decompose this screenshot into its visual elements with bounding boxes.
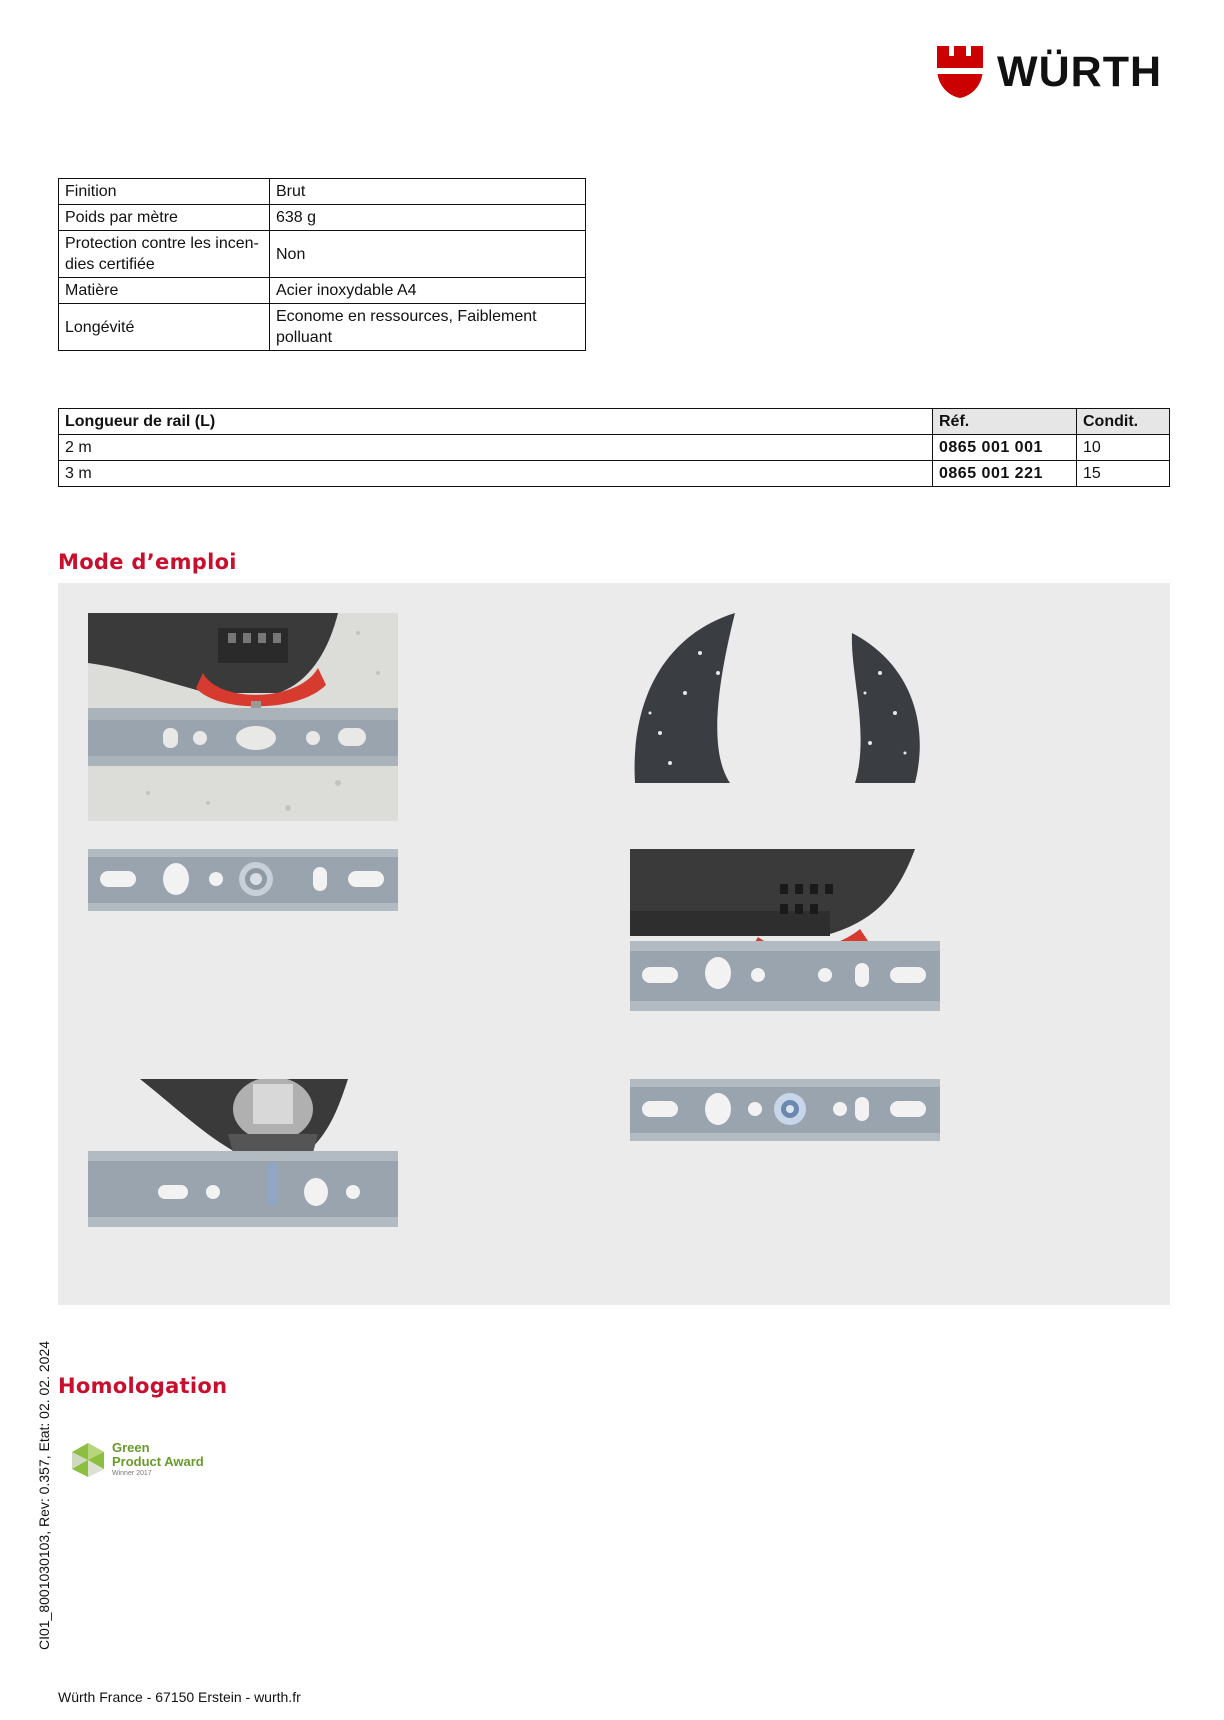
table-row xyxy=(59,278,586,304)
section-title-homologation: Homologation xyxy=(58,1374,228,1398)
variant-cond: 10 xyxy=(1077,435,1170,461)
table-row xyxy=(59,205,586,231)
variant-cond: 15 xyxy=(1077,461,1170,487)
variants-table xyxy=(58,408,1170,487)
award-line-3: Winner 2017 xyxy=(112,1470,152,1477)
table-row xyxy=(59,231,586,278)
footer-address: Würth France - 67150 Erstein - wurth.fr xyxy=(58,1689,301,1705)
variant-length: 3 m xyxy=(59,461,933,487)
spec-label: Protection contre les incen- dies certifiée xyxy=(59,231,270,278)
spec-label: Longévité xyxy=(59,304,270,351)
header-length: Longueur de rail (L) xyxy=(59,409,933,435)
award-hexagon-icon xyxy=(70,1442,106,1478)
drill-tightening-image xyxy=(630,849,940,1011)
wurth-logo xyxy=(935,46,1175,98)
screwdriver-on-rail-image xyxy=(88,1079,398,1227)
spec-value: Acier inoxydable A4 xyxy=(270,278,586,304)
table-row xyxy=(59,304,586,351)
spec-value: 638 g xyxy=(270,205,586,231)
rail-with-bolt-image xyxy=(88,849,398,911)
spec-value: Non xyxy=(270,231,586,278)
specs-table xyxy=(58,178,586,351)
header-ref: Réf. xyxy=(933,409,1077,435)
spec-label: Matière xyxy=(59,278,270,304)
spec-label: Finition xyxy=(59,179,270,205)
brand-name: WÜRTH xyxy=(997,48,1163,96)
variants-header-row xyxy=(59,409,1170,435)
header-cond: Condit. xyxy=(1077,409,1170,435)
spec-value: Econome en ressources, Faiblement polluant xyxy=(270,304,586,351)
section-title-mode-emploi: Mode d’emploi xyxy=(58,550,237,574)
instructions-panel xyxy=(58,583,1170,1305)
table-row xyxy=(59,461,1170,487)
variant-length: 2 m xyxy=(59,435,933,461)
spec-label: Poids par mètre xyxy=(59,205,270,231)
drill-on-rail-image xyxy=(88,613,398,821)
rail-with-screw-image xyxy=(630,1079,940,1141)
variant-ref[interactable]: 0865 001 001 xyxy=(933,435,1077,461)
award-line-1: Green xyxy=(112,1440,150,1455)
cutting-disc-image xyxy=(630,613,940,791)
wurth-logo-mark xyxy=(935,46,985,98)
spec-value: Brut xyxy=(270,179,586,205)
table-row xyxy=(59,179,586,205)
variant-ref[interactable]: 0865 001 221 xyxy=(933,461,1077,487)
green-product-award-badge xyxy=(70,1440,230,1480)
revision-label: CI01_8001030103, Rev: 0.357, Etat: 02. 02. 2024 xyxy=(36,1340,52,1650)
award-line-2: Product Award xyxy=(112,1454,204,1469)
table-row xyxy=(59,435,1170,461)
